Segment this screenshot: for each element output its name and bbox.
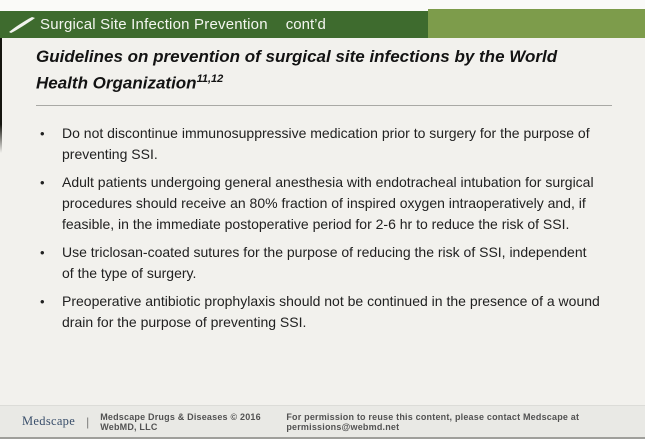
header-contd-label: cont’d (285, 16, 326, 33)
title-divider (36, 105, 612, 106)
footer-permission-text: For permission to reuse this content, please contact Medscape at permissions@webmd.net (286, 411, 580, 432)
header-bar-dark-segment (0, 11, 428, 38)
left-edge-shadow (0, 38, 2, 153)
scalpel-icon (8, 16, 36, 34)
footer-copyright: Medscape Drugs & Diseases © 2016 WebMD, LLC (100, 411, 261, 432)
header-bar (0, 0, 645, 38)
bullet-item: • Do not discontinue immunosuppressive medication prior to surgery for the purpose of preventing SSI. (38, 123, 602, 165)
bullet-item: • Use triclosan-coated sutures for the purpose of reducing the risk of SSI, independent of the type of surgery. (38, 242, 602, 284)
bullet-list (0, 123, 645, 333)
footer-separator: | (86, 414, 90, 429)
slide-title-text: Guidelines on prevention of surgical site infections by the World Health Organization (36, 47, 558, 93)
slide-title-reference: 11,12 (196, 73, 224, 85)
slide-title (0, 38, 641, 95)
slide-body (0, 38, 645, 405)
header-bar-light-segment (428, 9, 645, 38)
footer-bar (0, 405, 645, 439)
header-title: Surgical Site Infection Prevention (40, 16, 268, 33)
bullet-item: • Preoperative antibiotic prophylaxis should not be continued in the presence of a wound drain for the purpose of preventing SSI. (38, 291, 602, 333)
medscape-logo: Medscape (22, 414, 76, 428)
bullet-item: • Adult patients undergoing general anesthesia with endotracheal intubation for surgical procedures should receive an 80% fraction of inspired oxygen intraoperatively and, if feasible, in the immediate postoperative period for 2-6 hr to reduce the risk of SSI. (38, 172, 602, 235)
